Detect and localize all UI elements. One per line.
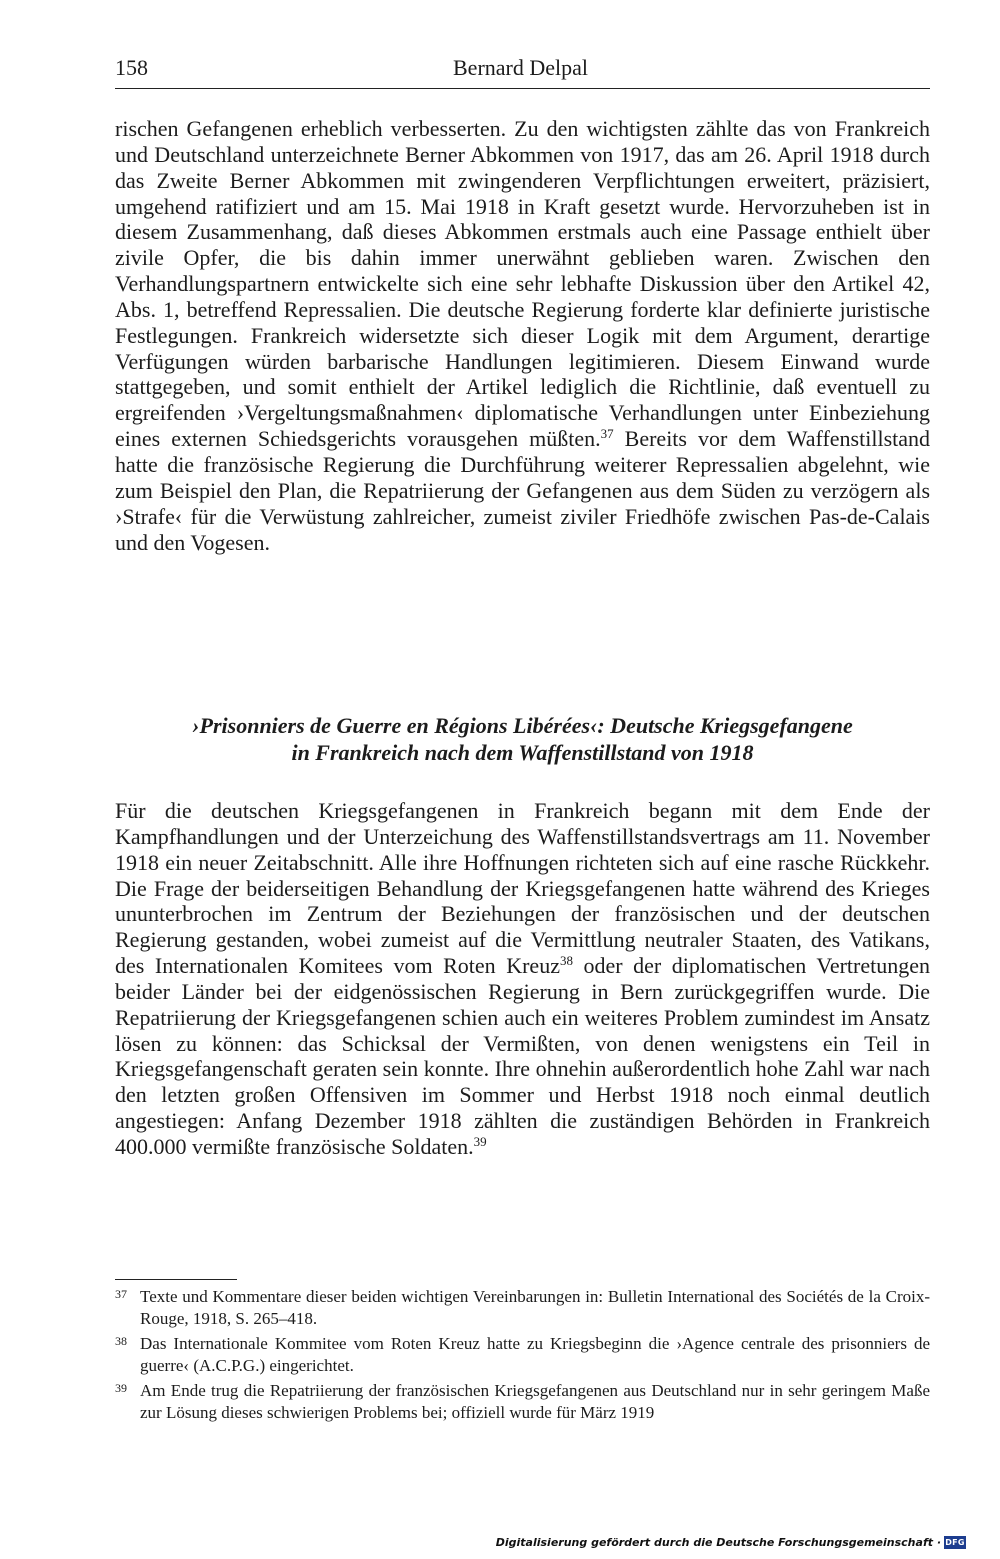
section-heading-line-1: ›Prisonniers de Guerre en Régions Libérées‹: Deutsche Kriegsgefangene — [192, 713, 853, 738]
footnote-38 — [115, 1333, 930, 1377]
section-heading-line-2: in Frankreich nach dem Waffenstillstand von 1918 — [291, 740, 754, 765]
footnote-text: Das Internationale Kommitee vom Roten Kreuz hatte zu Kriegsbeginn die ›Agence centrale des prisonniers de guerre‹ (A.C.P.G.) eingerichtet. — [140, 1334, 930, 1375]
running-head — [115, 52, 930, 89]
footnote-separator — [115, 1279, 237, 1280]
footnote-ref-38[interactable]: 38 — [559, 953, 573, 969]
body-paragraph-1 — [115, 116, 930, 555]
paragraph-text: rischen Gefangenen erheblich verbesserten. Zu den wichtigsten zählte das von Frankreich und Deutschland unterzeichnete Berner Abkommen von 1917, das am 26. April 1918 durch das Zweite Berner Abkommen mit zwingenderen Verpflichtungen erweitert, präzisiert, umgehend ratifiziert und am 15. Mai 1918 in Kraft gesetzt wurde. Hervorzuheben ist in diesem Zusammenhang, daß dieses Abkommen erstmals auch eine Passage enthielt über zivile Opfer, die bis dahin immer unerwähnt geblieben waren. Zwischen den Verhandlungspartnern entwickelte sich eine sehr lebhafte Diskussion über den Artikel 42, Abs. 1, betreffend Repressalien. Die deutsche Regierung forderte klar definierte juristische Festlegungen. Frankreich widersetzte sich dieser Logik mit dem Argument, derartige Verfügungen würden barbarische Handlungen legitimieren. Diesem Einwand wurde stattgegeben, und somit enthielt der Artikel lediglich die Richtlinie, daß eventuell zu ergreifenden ›Vergeltungsmaßnahmen‹ diplomatische Verhandlungen unter Einbeziehung eines externen Schiedsgerichts vorausgehen müßten. — [115, 116, 930, 452]
digitization-notice — [496, 1536, 966, 1549]
footnote-ref-37[interactable]: 37 — [600, 426, 614, 442]
section-heading — [115, 712, 930, 766]
footnotes — [115, 1286, 930, 1427]
footnote-37 — [115, 1286, 930, 1330]
footnote-39 — [115, 1380, 930, 1424]
paragraph-text-continued: oder der diplomatischen Vertretungen beider Länder bei der eidgenössischen Regierung in Bern zurückgegriffen wurde. Die Repatriierung der Kriegsgefangenen schien auch ein weiteres Problem zumindest im Ansatz lösen zu können: das Schicksal der Vermißten, von denen wenigstens ein Teil in Kriegsgefangenschaft geraten sein konnte. Ihre ohnehin außerordentlich hohe Zahl war nach den letzten großen Offensiven im Sommer und Herbst 1918 noch einmal deutlich angestiegen: Anfang Dezember 1918 zählten die zuständigen Behörden in Frankreich 400.000 vermißte französische Soldaten. — [115, 953, 930, 1159]
digitization-text: Digitalisierung gefördert durch die Deutsche Forschungsgemeinschaft · — [495, 1536, 941, 1549]
footnote-ref-39[interactable]: 39 — [473, 1133, 487, 1149]
footnote-number: 39 — [115, 1381, 127, 1395]
paragraph-text-continued: Bereits vor dem Waffenstillstand hatte die französische Regierung die Durchführung weiterer Repressalien abgelehnt, wie zum Beispiel den Plan, die Repatriierung der Gefangenen aus dem Süden zu verzögern als ›Strafe‹ für die Verwüstung zahlreicher, zumeist ziviler Friedhöfe zwischen Pas-de-Calais und den Vogesen. — [115, 426, 931, 555]
footnote-number: 38 — [115, 1334, 127, 1348]
footnote-number: 37 — [115, 1287, 127, 1301]
body-paragraph-2 — [115, 798, 930, 1160]
paragraph-text: Für die deutschen Kriegsgefangenen in Frankreich begann mit dem Ende der Kampfhandlungen und der Unterzeichung des Waffenstillstandsvertrags am 11. November 1918 ein neuer Zeitabschnitt. Alle ihre Hoffnungen richteten sich auf eine rasche Rückkehr. Die Frage der beiderseitigen Behandlung der Kriegsgefangenen hatte während des Krieges ununterbrochen im Zentrum der Beziehungen der französischen und der deutschen Regierung gestanden, wobei zumeist auf die Vermittlung neutraler Staaten, des Vatikans, des Internationalen Komitees vom Roten Kreuz — [115, 798, 930, 979]
footnote-text: Texte und Kommentare dieser beiden wichtigen Vereinbarungen in: Bulletin International des Sociétés de la Croix-Rouge, 1918, S. 265–418. — [140, 1287, 930, 1328]
running-head-author: Bernard Delpal — [453, 55, 588, 80]
dfg-logo-icon: DFG — [945, 1538, 965, 1547]
page-number: 158 — [115, 55, 148, 80]
footnote-text: Am Ende trug die Repatriierung der französischen Kriegsgefangenen aus Deutschland nur in sehr geringem Maße zur Lösung dieses schwierigen Problems bei; offiziell wurde für März 1919 — [140, 1381, 930, 1422]
